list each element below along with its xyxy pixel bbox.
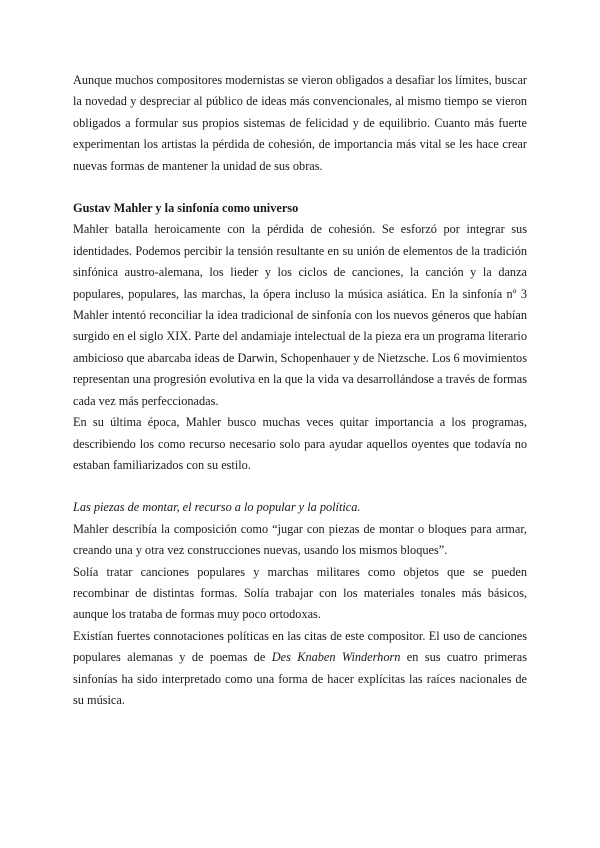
section-heading-piezas: Las piezas de montar, el recurso a lo popular y la política. [73, 500, 361, 515]
section1-paragraph-1: Mahler batalla heroicamente con la pérdida de cohesión. Se esforzó por integrar sus identidades. Podemos percibir la tensión resultante en su unión de elementos de la tradición sinfónica austro-alemana, los lieder y los ciclos de canciones, la canción y la danza populares, populares, las marchas, la ópera incluso la música asiática. En la sinfonía nº 3 Mahler intentó reconciliar la idea tradicional de sinfonía con los nuevos géneros que habían surgido en el siglo XIX. Parte del andamiaje intelectual de la pieza era un programa literario ambicioso que abarcaba ideas de Darwin, Schopenhauer y de Nietzsche. Los 6 movimientos representan una progresión evolutiva en la que la vida va desarrollándose a través de formas cada vez más perfeccionadas. [73, 222, 527, 408]
spacer [73, 177, 527, 198]
spacer [73, 476, 527, 497]
section2-paragraph-2: Solía tratar canciones populares y marchas militares como objetos que se pueden recombinar de distintas formas. Solía trabajar con los materiales tonales más básicos, aunque los trataba de formas muy poco ortodoxas. [73, 564, 527, 622]
paragraph3-text-after: en sus cuatro primeras sinfonías ha sido interpretado como una forma de hacer explícitas las raíces nacionales de su música. [73, 650, 527, 707]
work-title: Des Knaben Winderhorn [271, 650, 401, 665]
section2-paragraph-3 [73, 626, 527, 712]
section2-paragraph-1: Mahler describía la composición como “jugar con piezas de montar o bloques para armar, creando una y otra vez construcciones nuevas, usando los mismos bloques”. [73, 521, 527, 558]
section-heading-mahler: Gustav Mahler y la sinfonía como universo [73, 201, 299, 216]
paragraph3-text-before: Existían fuertes connotaciones políticas en las citas de este compositor. El uso de canciones populares alemanas y de poemas de [73, 628, 527, 665]
document-body [73, 70, 527, 711]
section1-paragraph-2: En su última época, Mahler busco muchas veces quitar importancia a los programas, describiendo los como recurso necesario solo para ayudar aquellos oyentes que todavía no estaban familiarizados con su estilo. [73, 415, 527, 472]
intro-paragraph: Aunque muchos compositores modernistas se vieron obligados a desafiar los límites, buscar la novedad y despreciar al público de ideas más convencionales, al mismo tiempo se vieron obligados a formular sus propios sistemas de felicidad y de equilibrio. Cuanto más fuerte experimentan los artistas la pérdida de cohesión, de importancia más vital se les hace crear nuevas formas de mantener la unidad de sus obras. [73, 73, 527, 173]
